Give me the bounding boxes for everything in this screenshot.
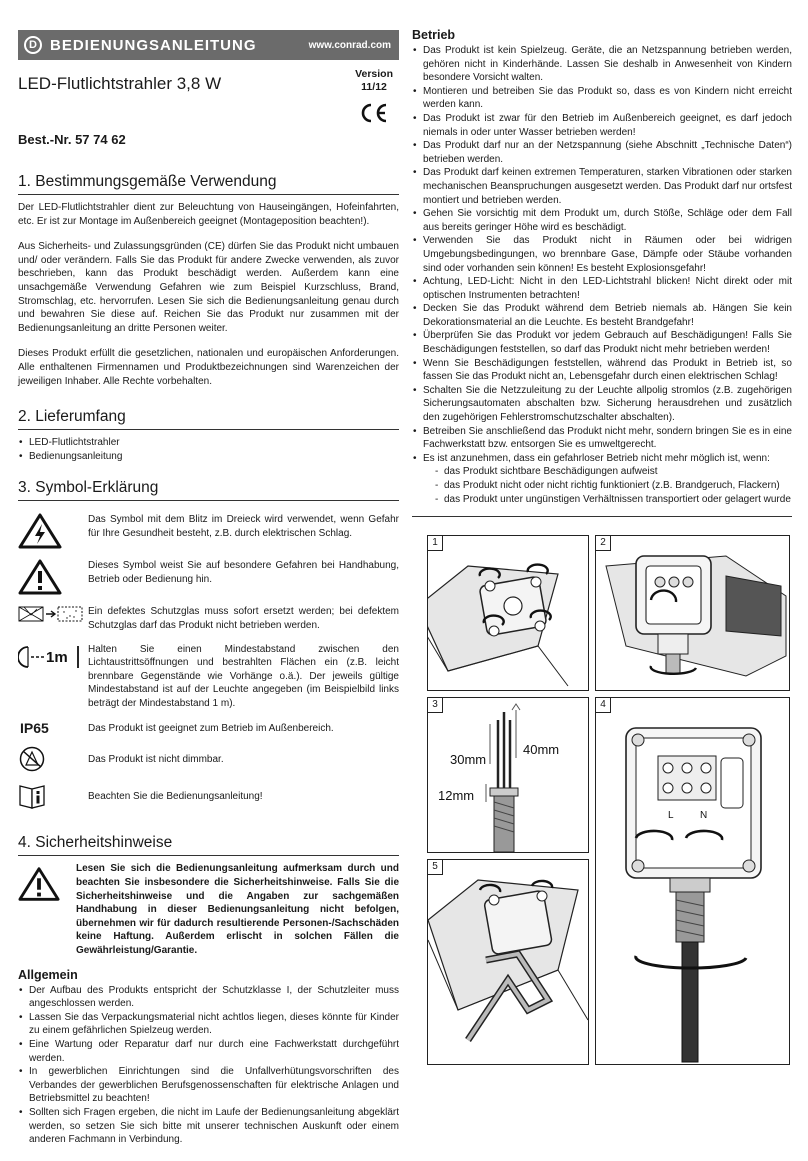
- figure-number: 2: [596, 536, 611, 551]
- cable-strip-illustration: [428, 698, 588, 852]
- lightning-warning-icon: [18, 513, 62, 549]
- order-number: Best.-Nr. 57 74 62: [18, 132, 126, 147]
- list-item: - das Produkt unter ungünstigen Verhältnissen transportiert oder gelagert wurde: [433, 493, 792, 507]
- list-item: • Das Produkt darf nur an der Netzspannung (siehe Abschnitt „Technische Daten“) betrieben werden.: [412, 139, 792, 166]
- symbol-row: [18, 559, 399, 595]
- condition-list: [423, 465, 792, 506]
- general-list: [18, 984, 399, 1147]
- symbol-row: [18, 513, 399, 549]
- divider: [412, 516, 792, 517]
- header-banner: [18, 30, 399, 60]
- list-item: - das Produkt nicht oder nicht richtig funktioniert (z.B. Brandgeruch, Flackern): [433, 479, 792, 493]
- list-item: • Schalten Sie die Netzzuleitung zu der Leuchte allpolig stromlos (z.B. zugehörigen Sicherungsautomaten abschalten bzw. Sicherung herausdrehen und zusätzlich den zugehörigen Fehlerstromschutzschalter abschalten).: [412, 384, 792, 425]
- symbol-text: Dieses Symbol weist Sie auf besondere Gefahren bei Handhabung, Betrieb oder Bedienung hin.: [88, 560, 399, 585]
- left-column: [18, 30, 399, 1161]
- symbol-text: Beachten Sie die Bedienungsanleitung!: [88, 790, 263, 802]
- list-item: • Eine Wartung oder Reparatur darf nur durch eine Fachwerkstatt durchgeführt werden.: [18, 1038, 399, 1065]
- ce-mark-icon: [359, 102, 389, 124]
- list-item-text: Es ist anzunehmen, dass ein gefahrloser Betrieb nicht mehr möglich ist, wenn:: [423, 452, 770, 464]
- dimension-label: 40mm: [523, 742, 560, 758]
- symbol-text: Ein defektes Schutzglas muss sofort ersetzt werden; bei defektem Schutzglas darf das Produkt nicht betrieben werden.: [88, 606, 399, 631]
- symbol-row: [18, 643, 399, 711]
- symbol-row: [18, 746, 399, 772]
- exclamation-warning-icon: [18, 866, 60, 902]
- safety-warning: [18, 862, 399, 957]
- list-item: • Sollten sich Fragen ergeben, die nicht im Laufe der Bedienungsanleitung abgeklärt werden, so setzen Sie sich bitte mit unserer technischen Auskunft oder einem anderen Fachmann in Verbindung.: [18, 1106, 399, 1147]
- list-item: [412, 452, 792, 506]
- figure-3: [427, 697, 589, 853]
- version-block: [355, 68, 393, 94]
- floodlight-back-illustration: [428, 536, 588, 690]
- terminal-wiring-illustration: [596, 698, 789, 1064]
- delivery-list: [18, 436, 399, 463]
- list-item: • Das Produkt ist kein Spielzeug. Geräte, die an Netzspannung betrieben werden, gehören nicht in Kinderhände. Lassen Sie deshalb in Anwesenheit von Kindern besondere Vorsicht walten.: [412, 44, 792, 85]
- symbol-text: Halten Sie einen Mindestabstand zwischen den Lichtaustrittsöffnungen und bestrahlten Flächen ein (z.B. leicht brennbare Gegenstände wie Vorhänge o.ä.). Der jeweils gültige Mindestabstand ist auf der Leuchte angegeben (im Beispielbild links beträgt der Mindestabstand 1 m).: [88, 643, 399, 709]
- symbol-text: Das Produkt ist geeignet zum Betrieb im Außenbereich.: [88, 722, 334, 734]
- section-4-heading: 4. Sicherheitshinweise: [18, 834, 399, 856]
- ip65-label: IP65: [20, 720, 49, 737]
- opened-junction-box-illustration: [596, 536, 789, 690]
- list-item: • Das Produkt darf keinen extremen Temperaturen, starken Vibrationen oder starken mechanischen Beanspruchungen ausgesetzt werden. Das Produkt darf nur ortsfest montiert und betrieben werden.: [412, 166, 792, 207]
- section-1-paragraph: Der LED-Flutlichtstrahler dient zur Beleuchtung von Hauseingängen, Hofeinfahrten, etc. Er ist zur Montage im Außenbereich geeignet (Montageposition beachten!).: [18, 202, 399, 227]
- figure-2: [595, 535, 790, 691]
- list-item: • Lassen Sie das Verpackungsmaterial nicht achtlos liegen, dieses könnte für Kinder zu einem gefährlichen Spielzeug werden.: [18, 1011, 399, 1038]
- dimension-label: 30mm: [450, 752, 487, 768]
- distance-label: 1m: [46, 648, 68, 666]
- figure-5: [427, 859, 589, 1065]
- glass-replace-icon: [18, 605, 84, 623]
- section-2-heading: 2. Lieferumfang: [18, 408, 399, 430]
- list-item: • Das Produkt ist zwar für den Betrieb im Außenbereich geeignet, es darf jedoch niemals in oder unter Wasser betrieben werden!: [412, 112, 792, 139]
- symbol-text: Das Symbol mit dem Blitz im Dreieck wird verwendet, wenn Gefahr für Ihre Gesundheit besteht, z.B. durch elektrischen Schlag.: [88, 514, 399, 539]
- general-heading: Allgemein: [18, 967, 78, 982]
- figure-1: [427, 535, 589, 691]
- figure-grid: [412, 527, 792, 1107]
- figure-number: 5: [428, 860, 443, 875]
- section-1-paragraph: Dieses Produkt erfüllt die gesetzlichen, nationalen und europäischen Anforderungen. Alle enthaltenen Firmennamen und Produktbezeichnungen sind Warenzeichen der jeweiligen Inhaber. Alle Rechte vorbehalten.: [18, 348, 399, 387]
- section-3-heading: 3. Symbol-Erklärung: [18, 479, 399, 501]
- list-item: • Montieren und betreiben Sie das Produkt so, dass es von Kindern nicht erreicht werden kann.: [412, 85, 792, 112]
- list-item: • Wenn Sie Beschädigungen feststellen, während das Produkt in Betrieb ist, so fassen Sie das Produkt nicht an, Lebensgefahr durch einen elektrischen Schlag!: [412, 357, 792, 384]
- operation-heading: Betrieb: [412, 28, 456, 42]
- no-dimmer-icon: [18, 746, 46, 772]
- version-label: Version: [355, 68, 393, 80]
- manual-icon: [18, 782, 46, 810]
- list-item: • Decken Sie das Produkt während dem Betrieb niemals ab. Hängen Sie kein Dekorationsmaterial an die Leuchte. Es besteht Brandgefahr!: [412, 302, 792, 329]
- list-item: • LED-Flutlichtstrahler: [18, 436, 399, 450]
- exclamation-warning-icon: [18, 559, 62, 595]
- warning-text: Lesen Sie sich die Bedienungsanleitung aufmerksam durch und beachten Sie insbesondere die Sicherheitshinweise. Falls Sie die Sicherheitshinweise und die Angaben zur sachgemäßen Handhabung in dieser Bedienungsanleitung nicht befolgen, übernehmen wir für dadurch resultierende Personen-/Sachschäden keine Haftung. Außerdem erlischt in solchen Fällen die Gewährleistung/Garantie.: [76, 863, 399, 957]
- list-item: • Verwenden Sie das Produkt nicht in Räumen oder bei widrigen Umgebungsbedingungen, wo brennbare Gase, Dämpfe oder Stäube vorhanden sind oder vorhanden sein können! Es besteht Explosionsgefahr!: [412, 234, 792, 275]
- list-item: • Überprüfen Sie das Produkt vor jedem Gebrauch auf Beschädigungen! Falls Sie Beschädigungen feststellen, so darf das Produkt nicht mehr betrieben werden!: [412, 329, 792, 356]
- banner-title: BEDIENUNGSANLEITUNG: [50, 36, 257, 54]
- list-item: • Der Aufbau des Produkts entspricht der Schutzklasse I, der Schutzleiter muss angeschlossen werden.: [18, 984, 399, 1011]
- title-row: [18, 60, 399, 132]
- assembled-floodlight-illustration: [428, 860, 588, 1064]
- figure-number: 3: [428, 698, 443, 713]
- banner-url[interactable]: www.conrad.com: [308, 39, 391, 51]
- list-item: • In gewerblichen Einrichtungen sind die Unfallverhütungsvorschriften des Verbandes der gewerblichen Berufsgenossenschaften für elektrische Anlagen und Betriebsmittel zu beachten!: [18, 1065, 399, 1106]
- right-column: [412, 28, 792, 1107]
- list-item: • Bedienungsanleitung: [18, 450, 399, 464]
- page-title: LED-Flutlichtstrahler 3,8 W: [18, 74, 222, 93]
- figure-number: 4: [596, 698, 611, 713]
- terminal-label: N: [700, 810, 708, 822]
- dimension-label: 12mm: [438, 788, 475, 804]
- symbol-row: [18, 720, 399, 736]
- list-item: • Betreiben Sie anschließend das Produkt nicht mehr, sondern bringen Sie es in eine Fachwerkstatt bzw. entsorgen Sie es umweltgerecht.: [412, 425, 792, 452]
- section-1-paragraph: Aus Sicherheits- und Zulassungsgründen (CE) dürfen Sie das Produkt nicht umbauen und/ oder verändern. Falls Sie das Produkt für andere Zwecke verwenden, als zuvor beschrieben, kann das Produkt beschädigt werden. Außerdem kann eine unsachgemäße Verwendung Gefahren wie zum Beispiel Kurzschluss, Brand, Stromschlag, etc. hervorrufen. Lesen Sie sich die Bedienungsanleitung genau durch und bewahren Sie diese auf. Reichen Sie das Produkt nur zusammen mit der Bedienungsanleitung an dritte Personen weiter.: [18, 241, 399, 334]
- list-item: • Achtung, LED-Licht: Nicht in den LED-Lichtstrahl blicken! Nicht direkt oder mit optischen Instrumenten betrachten!: [412, 275, 792, 302]
- terminal-label: L: [668, 810, 674, 822]
- distance-icon: [18, 644, 82, 670]
- operation-list: [412, 44, 792, 506]
- symbol-row: [18, 782, 399, 810]
- list-item: - das Produkt sichtbare Beschädigungen aufweist: [433, 465, 792, 479]
- section-1-heading: 1. Bestimmungsgemäße Verwendung: [18, 173, 399, 195]
- country-logo: D: [24, 36, 42, 54]
- list-item: • Gehen Sie vorsichtig mit dem Produkt um, durch Stöße, Schläge oder dem Fall aus bereits geringer Höhe wird es beschädigt.: [412, 207, 792, 234]
- figure-number: 1: [428, 536, 443, 551]
- symbol-text: Das Produkt ist nicht dimmbar.: [88, 753, 224, 765]
- figure-4: [595, 697, 790, 1065]
- symbol-row: [18, 605, 399, 632]
- version-number: 11/12: [361, 81, 387, 93]
